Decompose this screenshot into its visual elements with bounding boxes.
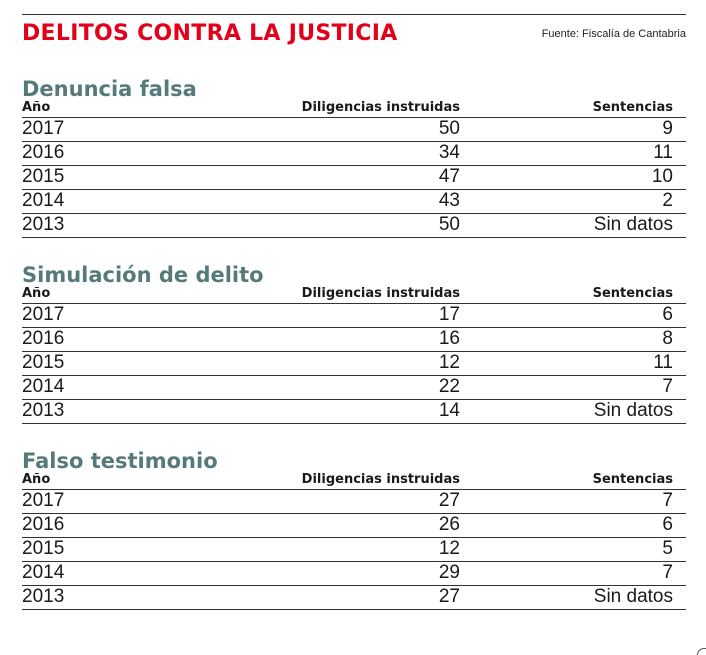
- table-row: [22, 166, 686, 190]
- diligencias-cell: 34: [438, 142, 460, 163]
- column-header-diligencias: Diligencias instruidas: [301, 100, 460, 115]
- table-row: [22, 514, 686, 538]
- section-title: Denuncia falsa: [22, 77, 197, 101]
- column-header-year: Año: [22, 472, 51, 487]
- year-cell: 2015: [22, 166, 65, 187]
- section-simulacion-de-delito: [22, 262, 686, 424]
- section-title: Simulación de delito: [22, 263, 264, 287]
- sentencias-cell: 2: [662, 190, 673, 211]
- sentencias-cell: Sin datos: [593, 586, 673, 607]
- sentencias-cell: 6: [662, 514, 673, 535]
- sentencias-cell: 10: [651, 166, 673, 187]
- sentencias-cell: Sin datos: [593, 214, 673, 235]
- table-row: [22, 490, 686, 514]
- year-cell: 2017: [22, 304, 65, 325]
- diligencias-cell: 27: [438, 586, 460, 607]
- table-header-row: [22, 286, 686, 304]
- diligencias-cell: 43: [438, 190, 460, 211]
- table-row: [22, 376, 686, 400]
- year-cell: 2016: [22, 328, 65, 349]
- table-row: [22, 214, 686, 238]
- column-header-diligencias: Diligencias instruidas: [301, 472, 460, 487]
- sentencias-cell: 11: [653, 352, 673, 373]
- sentencias-cell: 7: [662, 562, 673, 583]
- section-denuncia-falsa: [22, 76, 686, 238]
- table-row: [22, 352, 686, 376]
- year-cell: 2015: [22, 538, 65, 559]
- year-cell: 2013: [22, 214, 65, 235]
- diligencias-cell: 47: [438, 166, 460, 187]
- diligencias-cell: 12: [438, 352, 460, 373]
- diligencias-cell: 29: [438, 562, 460, 583]
- table-row: [22, 190, 686, 214]
- sentencias-cell: 8: [662, 328, 673, 349]
- column-header-sentencias: Sentencias: [592, 286, 673, 301]
- column-header-year: Año: [22, 286, 51, 301]
- year-cell: 2013: [22, 400, 65, 421]
- diligencias-cell: 27: [438, 490, 460, 511]
- table-header-row: [22, 472, 686, 490]
- header: [22, 14, 686, 58]
- table-row: [22, 142, 686, 166]
- table-row: [22, 562, 686, 586]
- year-cell: 2017: [22, 118, 65, 139]
- sentencias-cell: 9: [662, 118, 673, 139]
- source-credit: Fuente: Fiscalía de Cantabria: [541, 28, 686, 40]
- table-row: [22, 586, 686, 610]
- diligencias-cell: 12: [438, 538, 460, 559]
- table-row: [22, 118, 686, 142]
- year-cell: 2016: [22, 514, 65, 535]
- diligencias-cell: 50: [438, 118, 460, 139]
- table-row: [22, 328, 686, 352]
- section-falso-testimonio: [22, 448, 686, 610]
- table-header-row: [22, 100, 686, 118]
- sentencias-cell: 7: [662, 490, 673, 511]
- corner-mark: [697, 648, 706, 655]
- year-cell: 2015: [22, 352, 65, 373]
- column-header-sentencias: Sentencias: [592, 472, 673, 487]
- diligencias-cell: 17: [438, 304, 460, 325]
- column-header-diligencias: Diligencias instruidas: [301, 286, 460, 301]
- diligencias-cell: 22: [438, 376, 460, 397]
- year-cell: 2017: [22, 490, 65, 511]
- column-header-year: Año: [22, 100, 51, 115]
- year-cell: 2014: [22, 190, 65, 211]
- infographic: [22, 14, 686, 610]
- year-cell: 2016: [22, 142, 65, 163]
- year-cell: 2013: [22, 586, 65, 607]
- year-cell: 2014: [22, 376, 65, 397]
- column-header-sentencias: Sentencias: [592, 100, 673, 115]
- sentencias-cell: 6: [662, 304, 673, 325]
- diligencias-cell: 50: [438, 214, 460, 235]
- sentencias-cell: 11: [653, 142, 673, 163]
- table-row: [22, 538, 686, 562]
- year-cell: 2014: [22, 562, 65, 583]
- table-row: [22, 304, 686, 328]
- diligencias-cell: 26: [438, 514, 460, 535]
- section-title: Falso testimonio: [22, 449, 218, 473]
- sentencias-cell: 5: [662, 538, 673, 559]
- sentencias-cell: Sin datos: [593, 400, 673, 421]
- table-row: [22, 400, 686, 424]
- main-title: DELITOS CONTRA LA JUSTICIA: [22, 21, 398, 46]
- diligencias-cell: 16: [438, 328, 460, 349]
- diligencias-cell: 14: [438, 400, 460, 421]
- sentencias-cell: 7: [662, 376, 673, 397]
